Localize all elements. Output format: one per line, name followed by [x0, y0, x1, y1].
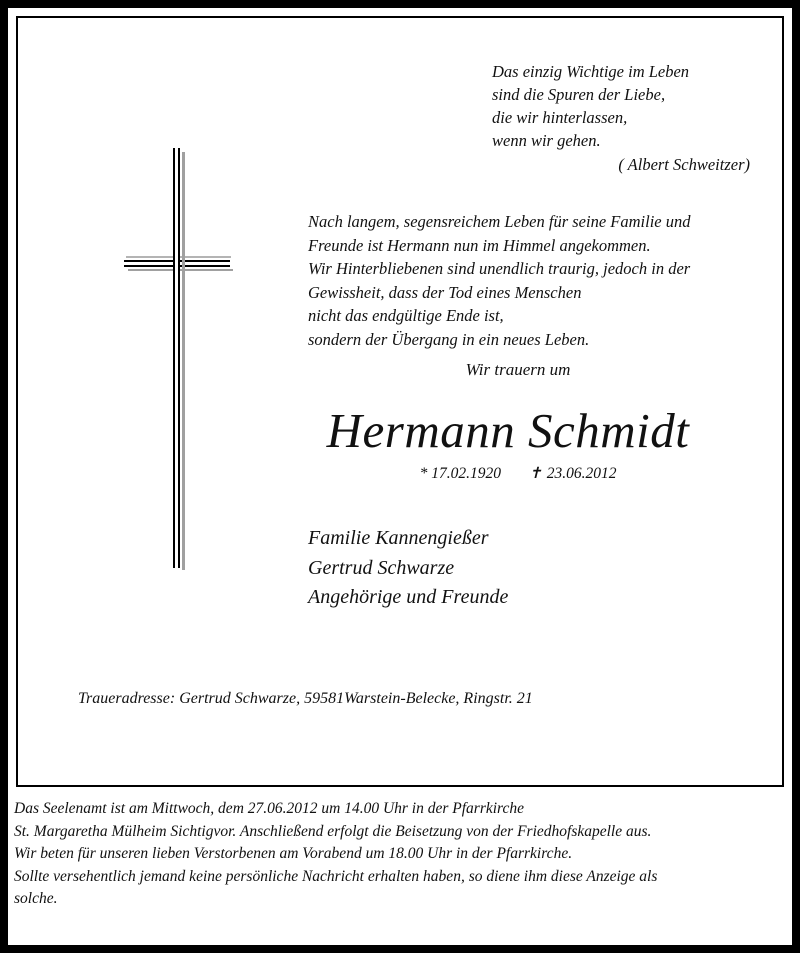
footer-line-3: Wir beten für unseren lieben Verstorbenen am Vorabend um 18.00 Uhr in der Pfarrkirche.	[14, 845, 573, 862]
survivor-line-3: Angehörige und Freunde	[308, 586, 509, 608]
cross-vertical-arm	[173, 148, 180, 568]
footer-line-4: Sollte versehentlich jemand keine persönliche Nachricht erhalten haben, so diene ihm diese Anzeige als	[14, 867, 658, 885]
obituary-body-text	[308, 210, 748, 351]
body-line-1: Nach langem, segensreichem Leben für seine Familie und	[308, 212, 691, 231]
death-date: 23.06.2012	[546, 465, 617, 482]
body-line-2: Freunde ist Hermann nun im Himmel angekommen.	[308, 235, 651, 255]
birth-date: 17.02.1920	[431, 465, 501, 482]
quote-line-1: Das einzig Wichtige im Leben	[492, 62, 690, 81]
body-line-4: Gewissheit, dass der Tod eines Menschen	[308, 282, 582, 302]
survivor-line-2: Gertrud Schwarze	[308, 556, 455, 579]
life-dates	[308, 464, 728, 483]
death-dagger-icon: ✝	[528, 465, 542, 482]
quote-line-3: die wir hinterlassen,	[492, 108, 628, 127]
christian-cross-icon	[122, 146, 234, 570]
mourning-lead-text: Wir trauern um	[465, 360, 571, 379]
service-details	[14, 798, 786, 911]
body-line-6: sondern der Übergang in ein neues Leben.	[308, 329, 590, 349]
birth-date-group	[420, 465, 505, 482]
quote-attribution: ( Albert Schweitzer)	[618, 155, 750, 174]
cross-horizontal-shadow	[128, 269, 233, 271]
cross-vertical-shadow	[182, 152, 185, 570]
death-date-group	[529, 465, 617, 482]
survivor-line-1: Familie Kannengießer	[308, 527, 489, 549]
footer-line-2: St. Margaretha Mülheim Sichtigvor. Anschließend erfolgt die Beisetzung von der Friedhofskapelle aus.	[14, 822, 652, 840]
epitaph-quote	[492, 60, 792, 176]
deceased-name: Hermann Schmidt	[326, 403, 690, 458]
footer-line-5: solche.	[14, 890, 58, 907]
birth-star-icon: *	[419, 465, 428, 482]
quote-line-4: wenn wir gehen.	[492, 131, 601, 150]
mourning-address: Traueradresse: Gertrud Schwarze, 59581Warstein-Belecke, Ringstr. 21	[78, 690, 533, 707]
cross-center	[175, 262, 178, 265]
footer-line-1: Das Seelenamt ist am Mittwoch, dem 27.06.2012 um 14.00 Uhr in der Pfarrkirche	[14, 800, 525, 817]
body-line-3: Wir Hinterbliebenen sind unendlich traurig, jedoch in der	[308, 259, 691, 278]
quote-line-2: sind die Spuren der Liebe,	[492, 85, 666, 104]
body-line-5: nicht das endgültige Ende ist,	[308, 306, 504, 325]
survivors-list	[308, 524, 728, 613]
